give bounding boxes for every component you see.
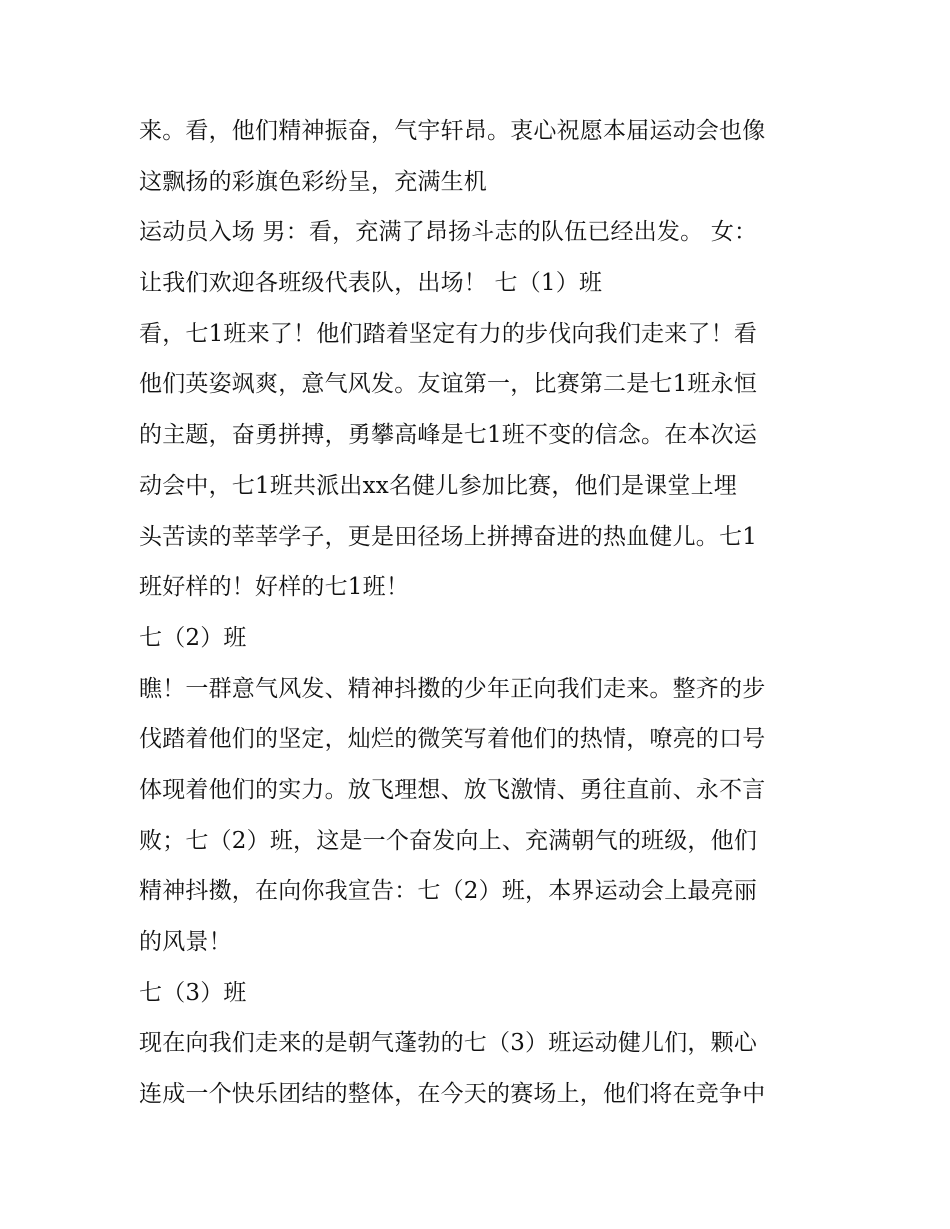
text-line: 这飘扬的彩旗色彩纷呈，充满生机 [139,168,487,195]
text-line: 动会中，七1班共派出xx名健儿参加比赛，他们是课堂上埋 [139,472,737,499]
text-line: 看，七1班来了！他们踏着坚定有力的步伐向我们走来了！看 [139,320,758,347]
text-line: 现在向我们走来的是朝气蓬勃的七（3）班运动健儿们，颗心 [139,1030,758,1057]
text-line: 班好样的！好样的七1班！ [139,574,410,601]
section-heading: 七（2）班 [139,624,247,651]
text-line: 运动员入场 男：看，充满了昂扬斗志的队伍已经出发。 女： [139,219,758,246]
section-heading: 七（3）班 [139,979,247,1006]
text-line: 的主题，奋勇拼搏，勇攀高峰是七1班不变的信念。在本次运 [139,422,758,449]
text-line: 瞧！一群意气风发、精神抖擞的少年正向我们走来。整齐的步 [139,675,766,702]
text-line: 来。看，他们精神振奋，气宇轩昂。衷心祝愿本届运动会也像 [139,118,766,144]
text-line: 让我们欢迎各班级代表队，出场！ 七（1）班 [139,270,603,297]
text-line: 伐踏着他们的坚定，灿烂的微笑写着他们的热情，嘹亮的口号 [139,726,766,753]
document-body [139,106,829,1120]
text-line: 败；七（2）班，这是一个奋发向上、充满朝气的班级，他们 [139,827,758,854]
text-line: 的风景！ [139,929,232,955]
text-line: 头苦读的莘莘学子，更是田径场上拼搏奋进的热血健儿。七1 [139,523,758,550]
text-line: 他们英姿飒爽，意气风发。友谊第一，比赛第二是七1班永恒 [139,371,758,398]
text-line: 精神抖擞，在向你我宣告：七（2）班，本界运动会上最亮丽 [139,878,758,905]
text-line: 体现着他们的实力。放飞理想、放飞激情、勇往直前、永不言 [139,776,766,803]
text-line: 连成一个快乐团结的整体，在今天的赛场上，他们将在竞争中 [139,1081,766,1108]
